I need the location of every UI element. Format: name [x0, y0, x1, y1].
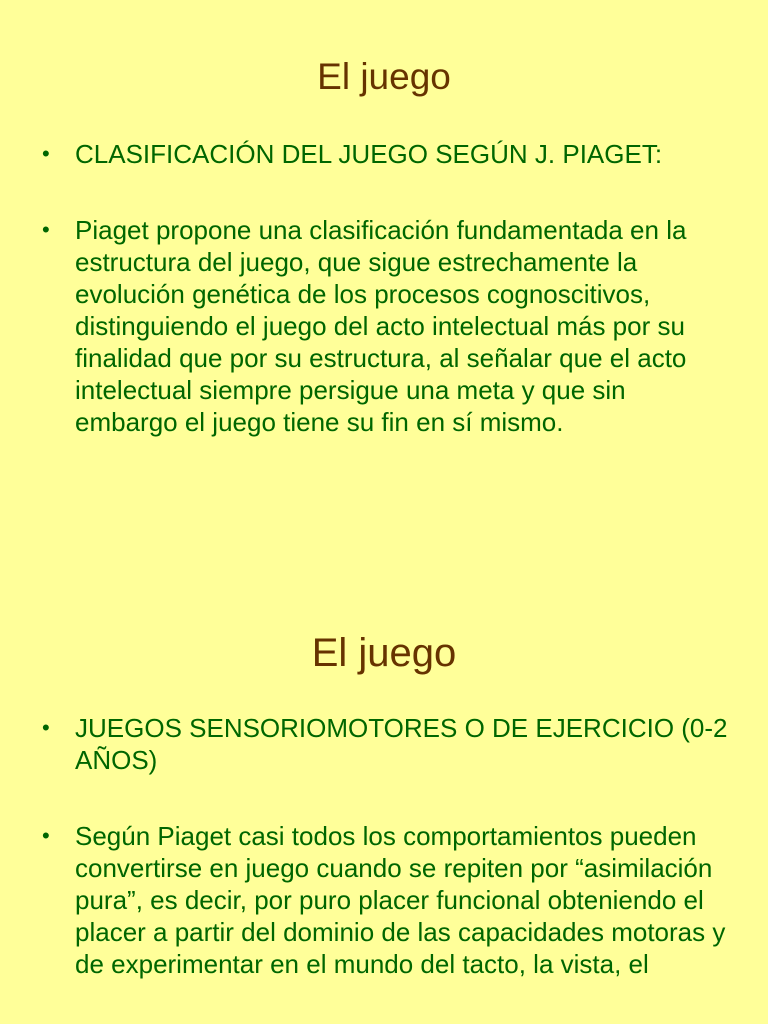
bullet-dot-icon: •	[42, 715, 50, 740]
bullet-dot-icon: •	[42, 217, 50, 242]
slide-2-bullet-1	[42, 712, 732, 776]
slide-2	[0, 576, 768, 1024]
slide-2-bullet-list	[42, 712, 732, 980]
slide-1-bullet-list	[42, 138, 732, 438]
slide-1-bullet-1	[42, 138, 732, 170]
slide-2-bullet-2	[42, 820, 732, 980]
slide-1-bullet-2-text: Piaget propone una clasificación fundamentada en la estructura del juego, que sigue estrechamente la evolución genética de los procesos cognoscitivos, distinguiendo el juego del acto intelectual más por su finalidad que por su estructura, al señalar que el acto intelectual siempre persigue una meta y que sin embargo el juego tiene su fin en sí mismo.	[75, 215, 687, 437]
slide-2-bullet-2-text: Según Piaget casi todos los comportamientos pueden convertirse en juego cuando se repiten por “asimilación pura”, es decir, por puro placer funcional obteniendo el placer a partir del dominio de las capacidades motoras y de experimentar en el mundo del tacto, la vista, el	[75, 821, 726, 979]
bullet-dot-icon: •	[42, 141, 50, 166]
slide-2-title: El juego	[311, 631, 457, 675]
slide-1-bullet-1-text: CLASIFICACIÓN DEL JUEGO SEGÚN J. PIAGET:	[75, 139, 663, 169]
slide-1-bullet-2	[42, 214, 732, 438]
bullet-dot-icon: •	[42, 823, 50, 848]
slide-2-bullet-1-text: JUEGOS SENSORIOMOTORES O DE EJERCICIO (0-2 AÑOS)	[75, 713, 728, 775]
slide-1-title: El juego	[317, 56, 451, 97]
